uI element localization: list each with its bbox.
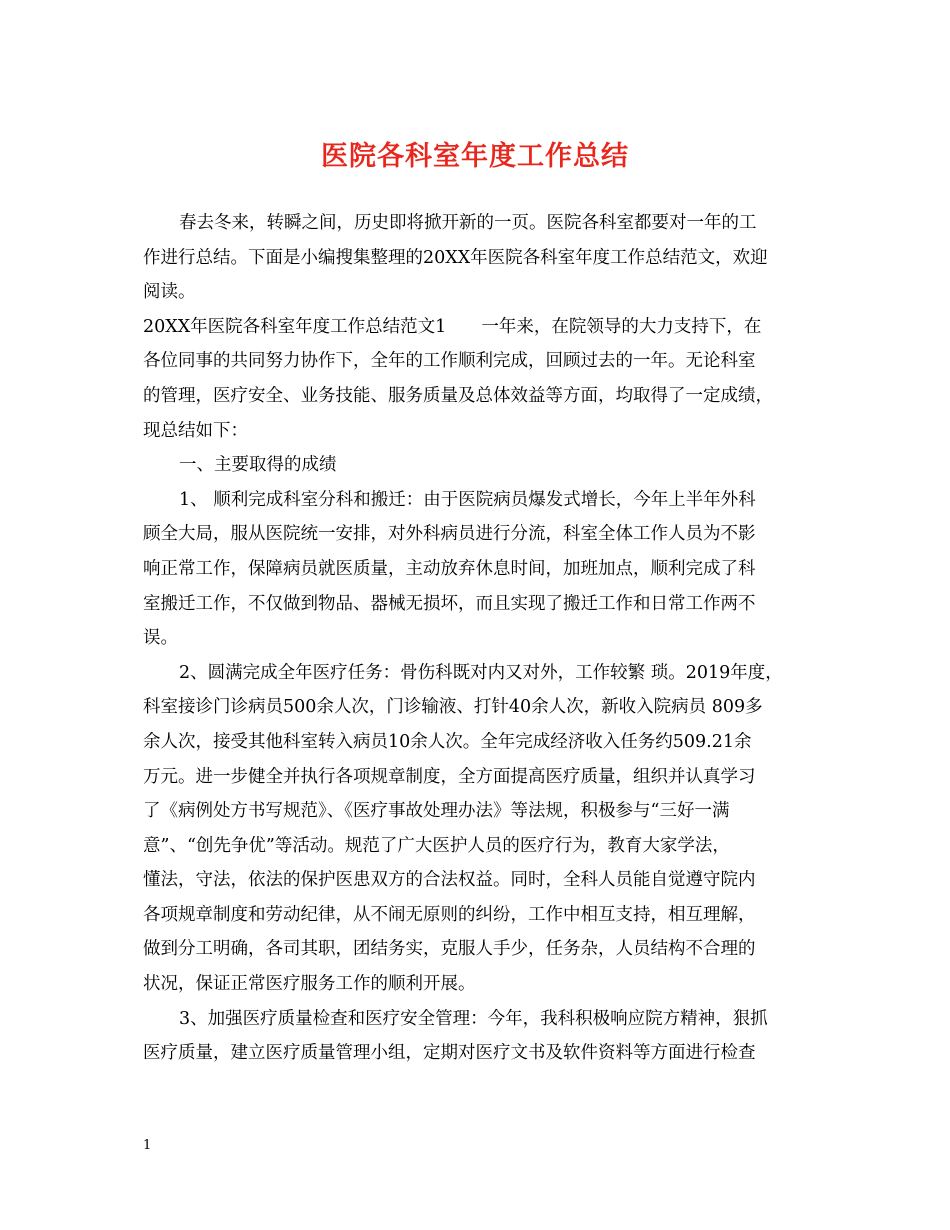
text-line: 2、圆满完成全年医疗任务：骨伤科既对内又对外，工作较繁 琐。2019年度， (179, 662, 783, 683)
text-line: 一、主要取得的成绩 (179, 455, 337, 476)
paragraph-lines (143, 206, 813, 1071)
text-line: 的管理，医疗安全、业务技能、服务质量及总体效益等方面，均取得了一定成绩， (143, 385, 773, 406)
text-line: 阅读。 (143, 282, 196, 303)
text-line: 做到分工明确，各司其职，团结务实，克服人手少，任务杂，人员结构不合理的 (143, 939, 756, 960)
text-line: 顾全大局，服从医院统一安排，对外科病员进行分流，科室全体工作人员为不影 (143, 524, 756, 545)
document-body (143, 206, 813, 1071)
text-line: 意”、“创先争优”等活动。规范了广大医护人员的医疗行为，教育大家学法， (143, 835, 730, 856)
document-title: 医院各科室年度工作总结 (321, 141, 629, 172)
text-line: 状况，保证正常医疗服务工作的顺利开展。 (143, 974, 476, 995)
text-line: 作进行总结。下面是小编搜集整理的20XX年医院各科室年度工作总结范文，欢迎 (143, 247, 768, 268)
text-line: 了《病例处方书写规范》、《医疗事故处理办法》等法规，积极参与“三好一满 (143, 801, 730, 822)
page-number: 1 (143, 1138, 152, 1153)
text-line: 各项规章制度和劳动纪律，从不闹无原则的纠纷，工作中相互支持，相互理解， (143, 904, 756, 925)
text-line: 万元。进一步健全并执行各项规章制度，全方面提高医疗质量，组织并认真学习 (143, 766, 756, 787)
text-line: 科室接诊门诊病员500余人次，门诊输液、打针40余人次，新收入院病员 809多 (143, 697, 763, 718)
text-line: 20XX年医院各科室年度工作总结范文1 一年来，在院领导的大力支持下，在 (143, 316, 762, 337)
text-line: 春去冬来，转瞬之间，历史即将掀开新的一页。医院各科室都要对一年的工 (179, 213, 757, 233)
text-line: 余人次，接受其他科室转入病员10余人次。全年完成经济收入任务约509.21余 (143, 731, 752, 752)
text-line: 3、加强医疗质量检查和医疗安全管理：今年，我科积极响应院方精神，狠抓 (179, 1008, 768, 1029)
text-line: 各位同事的共同努力协作下，全年的工作顺利完成，回顾过去的一年。无论科室 (143, 351, 756, 372)
text-line: 误。 (143, 628, 178, 649)
text-line: 室搬迁工作，不仅做到物品、器械无损坏，而且实现了搬迁工作和日常工作两不 (143, 593, 756, 614)
text-line: 响正常工作，保障病员就医质量，主动放弃休息时间，加班加点，顺利完成了科 (143, 558, 756, 579)
text-line: 现总结如下： (143, 420, 248, 441)
text-line: 医疗质量，建立医疗质量管理小组，定期对医疗文书及软件资料等方面进行检查 (143, 1043, 756, 1064)
text-line: 1、 顺利完成科室分科和搬迁：由于医院病员爆发式增长，今年上半年外科 (179, 489, 756, 510)
text-line: 懂法，守法，依法的保护医患双方的合法权益。同时，全科人员能自觉遵守院内 (143, 870, 756, 891)
